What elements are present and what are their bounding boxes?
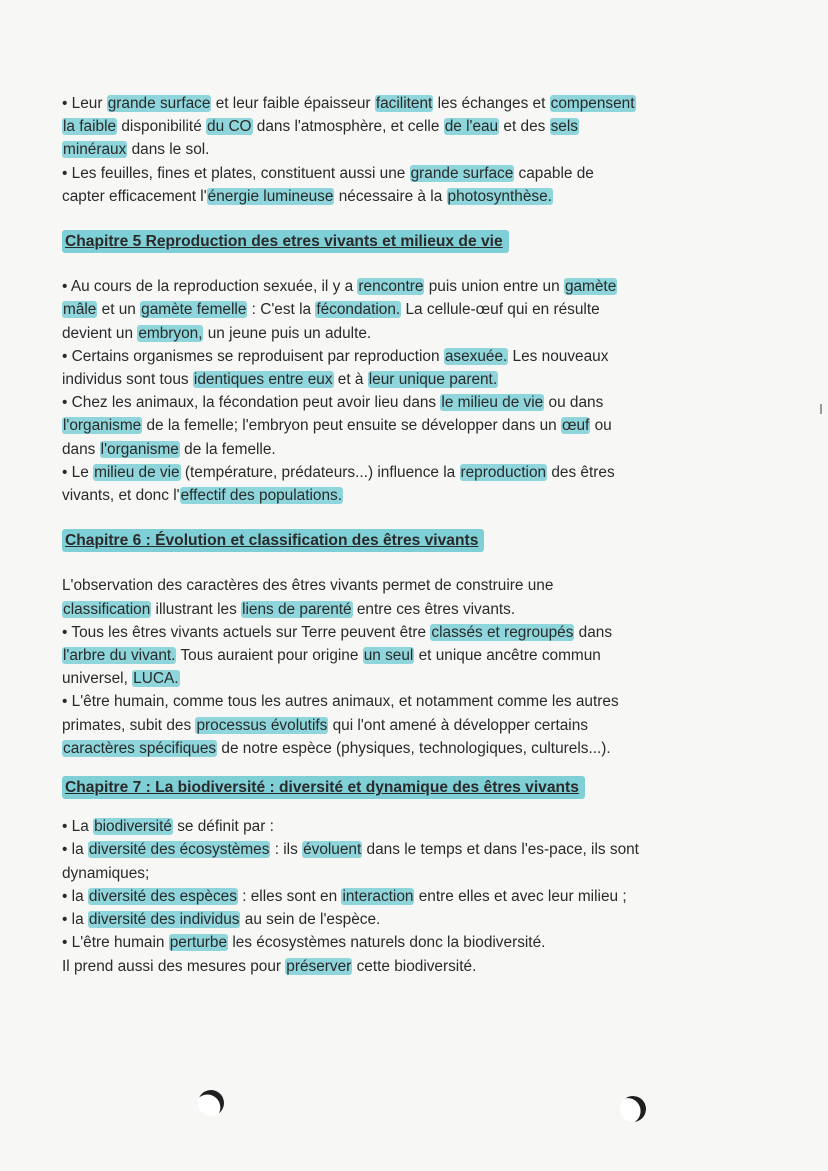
text-segment: disponibilité (117, 118, 207, 136)
text-segment: • Au cours de la reproduction sexuée, il y a (62, 278, 358, 296)
text-line (62, 414, 742, 437)
text-line (62, 644, 742, 667)
highlighted-text: diversité des individus (88, 911, 240, 929)
text-segment: les échanges et (433, 95, 550, 112)
text-segment: capter efficacement l' (62, 187, 207, 205)
text-segment: de notre espèce (physiques, technologiques, culturels...). (217, 739, 611, 757)
text-segment: L'observation des caractères des êtres vivants permet de construire une (62, 577, 554, 595)
highlighted-text: rencontre (358, 278, 424, 296)
text-line (62, 391, 742, 414)
highlighted-text: un seul (363, 647, 414, 665)
highlighted-text: le milieu de vie (441, 394, 544, 412)
highlighted-text: préserver (286, 957, 352, 975)
highlighted-text: milieu de vie (94, 463, 180, 481)
highlighted-text: l'organisme (100, 440, 179, 458)
text-line (62, 322, 742, 345)
text-segment: • la (62, 841, 88, 859)
text-segment: capable de (514, 164, 594, 182)
text-segment: • Chez les animaux, la fécondation peut avoir lieu dans (62, 394, 441, 412)
text-segment: et unique ancêtre commun (414, 647, 601, 665)
text-segment: • La (62, 818, 94, 836)
text-segment: et un (97, 301, 141, 319)
highlighted-text: embryon, (138, 324, 203, 342)
text-segment: un jeune puis un adulte. (203, 324, 372, 342)
text-segment: • Les feuilles, fines et plates, constituent aussi une (62, 164, 410, 182)
text-segment: (température, prédateurs...) influence la (180, 463, 460, 481)
highlighted-text: effectif des populations. (180, 487, 343, 505)
highlighted-text: l'organisme (63, 417, 142, 435)
text-segment: individus sont tous (62, 371, 193, 389)
text-line (62, 838, 742, 861)
text-segment: ou (590, 417, 612, 435)
highlighted-text: énergie lumineuse (207, 187, 334, 205)
highlighted-text: biodiversité (94, 818, 172, 836)
text-segment: devient un (62, 324, 138, 342)
highlighted-text: minéraux (63, 141, 127, 159)
text-segment: et leur faible épaisseur (211, 95, 375, 112)
text-line (62, 461, 742, 484)
highlighted-text: mâle (63, 301, 97, 319)
text-segment: les écosystèmes naturels donc la biodiversité. (228, 934, 546, 952)
highlighted-text: sels (550, 118, 578, 136)
text-segment: dans le sol. (127, 141, 210, 159)
text-segment: nécessaire à la (334, 187, 447, 205)
highlighted-text: classification (63, 600, 151, 618)
text-segment: se définit par : (172, 818, 274, 836)
text-line (62, 667, 742, 690)
highlighted-text: interaction (342, 887, 414, 905)
text-segment: : elles sont en (237, 887, 342, 905)
highlighted-text: leur unique parent. (368, 371, 498, 389)
highlighted-text: reproduction (460, 463, 547, 481)
highlighted-text: grande surface (410, 164, 514, 182)
highlighted-text: la faible (63, 118, 117, 136)
text-line (62, 138, 742, 161)
highlighted-text: diversité des espèces (88, 887, 237, 905)
intro-section (62, 92, 742, 208)
text-line (62, 275, 742, 298)
highlighted-text: évoluent (303, 841, 362, 859)
text-segment: Les nouveaux (508, 347, 609, 365)
text-segment: dans (574, 623, 613, 641)
highlighted-text: perturbe (169, 934, 228, 952)
highlighted-text: diversité des écosystèmes (88, 841, 270, 859)
highlighted-text: grande surface (107, 95, 211, 112)
text-line (62, 714, 742, 737)
highlighted-text: liens de parenté (242, 600, 352, 618)
text-line (62, 438, 742, 461)
highlighted-text: gamète (564, 278, 617, 296)
text-segment: • Certains organismes se reproduisent par reproduction (62, 347, 444, 365)
text-segment: • Tous les êtres vivants actuels sur Terre peuvent être (62, 623, 431, 641)
text-segment: entre elles et avec leur milieu ; (414, 887, 627, 905)
text-segment: • Le (62, 463, 94, 481)
text-line (62, 931, 742, 954)
text-segment: qui l'ont amené à développer certains (328, 716, 588, 734)
text-segment: universel, (62, 670, 133, 688)
highlighted-text: fécondation. (316, 301, 401, 319)
text-line (62, 115, 742, 138)
text-segment: La cellule-œuf qui en résulte (401, 301, 600, 319)
text-line (62, 862, 742, 885)
highlighted-text: asexuée. (444, 347, 508, 365)
text-segment: de la femelle; l'embryon peut ensuite se développer dans un (142, 417, 561, 435)
text-line (62, 815, 742, 838)
text-line (62, 598, 742, 621)
text-line (62, 908, 742, 931)
text-segment: : C'est la (247, 301, 316, 319)
highlighted-text: gamète femelle (141, 301, 247, 319)
text-segment: • Leur (62, 95, 107, 112)
highlighted-text: compensent (550, 95, 635, 112)
text-line (62, 885, 742, 908)
text-segment: cette biodiversité. (352, 957, 477, 975)
text-segment: primates, subit des (62, 716, 196, 734)
highlighted-text: LUCA. (133, 670, 179, 688)
text-segment: Il prend aussi des mesures pour (62, 957, 286, 975)
highlighted-text: facilitent (375, 95, 433, 112)
page-content (62, 92, 742, 978)
text-line (62, 298, 742, 321)
text-segment: : ils (270, 841, 303, 859)
chapter5-heading: Chapitre 5 Reproduction des etres vivants et milieux de vie (62, 230, 509, 253)
chapter5-body (62, 275, 742, 507)
text-line (62, 345, 742, 368)
text-line (62, 162, 742, 185)
text-segment: • L'être humain (62, 934, 169, 952)
text-line (62, 368, 742, 391)
text-segment: puis union entre un (424, 278, 564, 296)
text-segment: et à (333, 371, 368, 389)
chapter6-heading: Chapitre 6 : Évolution et classification des êtres vivants (62, 529, 484, 552)
text-line (62, 621, 742, 644)
chapter6-body (62, 574, 742, 760)
highlighted-text: l'arbre du vivant. (63, 647, 176, 665)
highlighted-text: classés et regroupés (431, 623, 574, 641)
highlighted-text: processus évolutifs (196, 716, 328, 734)
highlighted-text: photosynthèse. (447, 187, 552, 205)
text-segment: dans (62, 440, 100, 458)
highlighted-text: œuf (561, 417, 590, 435)
text-line (62, 737, 742, 760)
margin-mark (820, 404, 822, 414)
text-segment: • la (62, 911, 88, 929)
chapter7-body (62, 815, 742, 977)
highlighted-text: caractères spécifiques (63, 739, 217, 757)
text-segment: Tous auraient pour origine (176, 647, 363, 665)
text-line (62, 185, 742, 208)
text-line (62, 690, 742, 713)
text-segment: • la (62, 887, 88, 905)
text-segment: • L'être humain, comme tous les autres animaux, et notamment comme les autres (62, 693, 619, 711)
chapter7-heading: Chapitre 7 : La biodiversité : diversité et dynamique des êtres vivants (62, 776, 585, 799)
text-segment: de la femelle. (179, 440, 276, 458)
highlighted-text: du CO (207, 118, 252, 136)
text-segment: dans le temps et dans l'es-pace, ils sont (362, 841, 639, 859)
highlighted-text: identiques entre eux (193, 371, 333, 389)
text-segment: ou dans (544, 394, 604, 412)
text-segment: et des (499, 118, 550, 136)
text-segment: dans l'atmosphère, et celle (252, 118, 444, 136)
text-segment: entre ces êtres vivants. (352, 600, 516, 618)
text-line (62, 92, 742, 115)
text-segment: dynamiques; (62, 864, 150, 882)
text-segment: des êtres (547, 463, 615, 481)
highlighted-text: de l'eau (444, 118, 499, 136)
punch-hole-right (618, 1094, 648, 1124)
text-line (62, 574, 742, 597)
text-segment: au sein de l'espèce. (240, 911, 381, 929)
text-line (62, 955, 742, 978)
text-line (62, 484, 742, 507)
text-segment: illustrant les (151, 600, 242, 618)
punch-hole-left (194, 1086, 227, 1119)
text-segment: vivants, et donc l' (62, 487, 180, 505)
